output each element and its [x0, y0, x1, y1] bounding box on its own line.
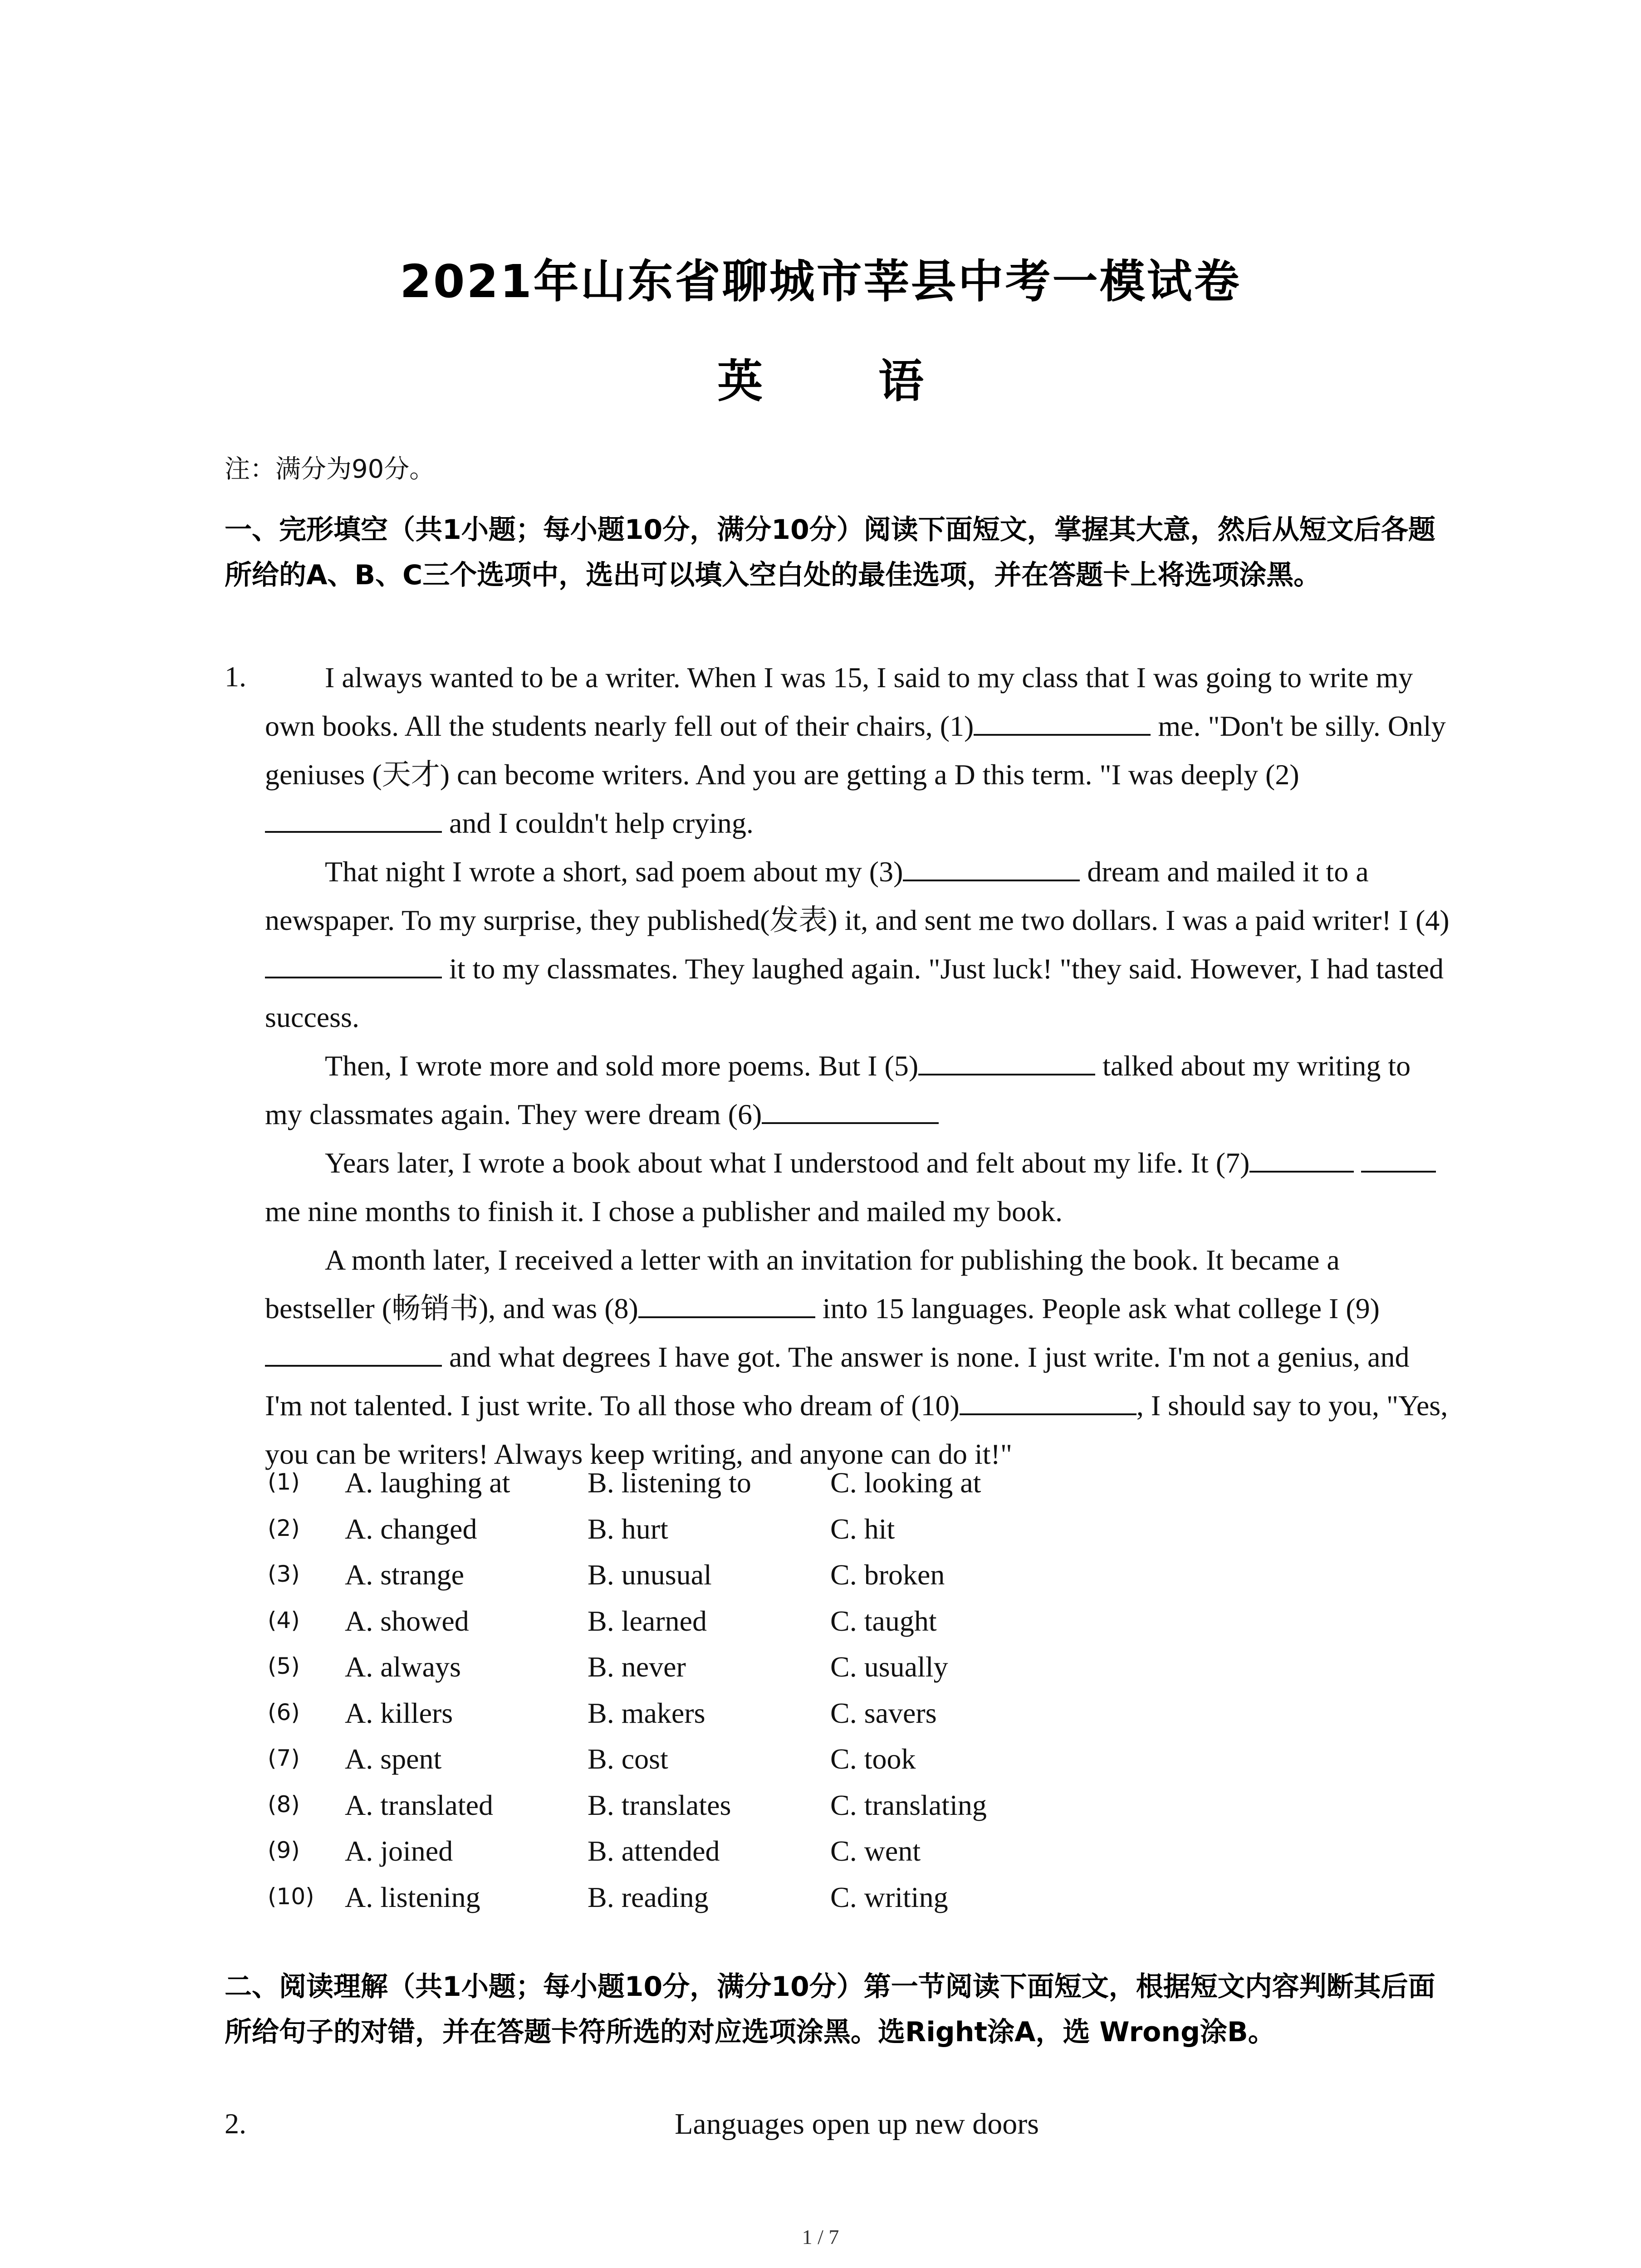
- option-number: (6): [268, 1699, 300, 1725]
- blank-4: [265, 950, 442, 978]
- blank-8: [638, 1290, 815, 1318]
- option-b: B. cost: [588, 1743, 668, 1775]
- option-b: B. unusual: [588, 1559, 712, 1591]
- option-number: (8): [268, 1791, 300, 1818]
- option-b: B. reading: [588, 1881, 709, 1913]
- option-c: C. translating: [830, 1789, 987, 1821]
- option-a: A. showed: [345, 1604, 469, 1637]
- blank-6: [762, 1096, 939, 1124]
- option-b: B. never: [588, 1651, 686, 1683]
- option-number: (2): [268, 1515, 300, 1541]
- blank-7-continued: [1361, 1144, 1436, 1173]
- question-2-number: 2.: [225, 2107, 246, 2140]
- blank-2: [265, 805, 442, 833]
- option-b: B. hurt: [588, 1512, 668, 1545]
- option-a: A. changed: [345, 1512, 477, 1545]
- option-c: C. hit: [830, 1512, 895, 1545]
- option-c: C. taught: [830, 1604, 937, 1637]
- reading-passage-title: Languages open up new doors: [675, 2107, 1039, 2141]
- cloze-passage: [265, 653, 1454, 1478]
- option-a: A. translated: [345, 1789, 493, 1821]
- option-a: A. laughing at: [345, 1466, 510, 1499]
- passage-paragraph-2: That night I wrote a short, sad poem about my (3) dream and mailed it to a newspaper. To my surprise, they published(发表) it, and sent me two dollars. I was a paid writer! I (4) it to my classmates. They laughed again. "Just luck! "they said. However, I had tasted success.: [265, 847, 1454, 1041]
- option-b: B. makers: [588, 1696, 705, 1729]
- blank-5: [918, 1047, 1095, 1075]
- blank-10: [960, 1387, 1136, 1415]
- option-a: A. strange: [345, 1559, 465, 1591]
- blank-7: [1249, 1144, 1354, 1173]
- option-c: C. writing: [830, 1881, 948, 1913]
- question-1-number: 1.: [225, 660, 246, 693]
- score-note: 注：满分为90分。: [225, 455, 435, 484]
- page-title: 2021年山东省聊城市莘县中考一模试卷: [400, 255, 1241, 308]
- option-a: A. always: [345, 1651, 461, 1683]
- blank-1: [974, 708, 1151, 736]
- section-2-heading: 二、阅读理解（共1小题；每小题10分，满分10分）第一节阅读下面短文，根据短文内容判断其后面所给句子的对错，并在答题卡符所选的对应选项涂黑。选Right涂A，选 Wrong涂B。: [225, 1971, 1435, 2048]
- option-b: B. listening to: [588, 1466, 751, 1499]
- option-number: (1): [268, 1469, 300, 1495]
- passage-paragraph-4: Years later, I wrote a book about what I understood and felt about my life. It (7) me nine months to finish it. I chose a publisher and mailed my book.: [265, 1139, 1454, 1236]
- option-number: (5): [268, 1653, 300, 1679]
- passage-paragraph-5: A month later, I received a letter with an invitation for publishing the book. It became a bestseller (畅销书), and was (8) into 15 languages. People ask what college I (9) and what degrees I have got. The answer is none. I just write. I'm not a genius, and I'm not talented. I just write. To all those who dream of (10) , I should say to you, "Yes, you can be writers! Always keep writing, and anyone can do it!": [265, 1244, 1448, 1470]
- option-c: C. went: [830, 1835, 921, 1867]
- option-c: C. looking at: [830, 1466, 981, 1499]
- blank-3: [903, 853, 1080, 881]
- option-b: B. translates: [588, 1789, 731, 1821]
- option-b: B. learned: [588, 1604, 707, 1637]
- option-c: C. usually: [830, 1651, 948, 1683]
- option-a: A. spent: [345, 1743, 442, 1775]
- option-c: C. broken: [830, 1559, 945, 1591]
- option-number: (7): [268, 1745, 300, 1771]
- section-1-heading: 一、完形填空（共1小题；每小题10分，满分10分）阅读下面短文，掌握其大意，然后从短文后各题所给的A、B、C三个选项中，选出可以填入空白处的最佳选项，并在答题卡上将选项涂黑。: [225, 514, 1435, 591]
- option-c: C. took: [830, 1743, 916, 1775]
- subject-heading: 英 语: [717, 355, 974, 408]
- option-number: (3): [268, 1561, 300, 1587]
- option-number: (9): [268, 1837, 300, 1863]
- passage-paragraph-1: I always wanted to be a writer. When I was 15, I said to my class that I was going to write my own books. All the students nearly fell out of their chairs, (1) me. "Don't be silly. Only geniuses (天才) can become writers. And you are getting a D this term. "I was deeply (2) and I couldn't help crying.: [265, 661, 1446, 839]
- blank-9: [265, 1339, 442, 1367]
- passage-paragraph-3: Then, I wrote more and sold more poems. But I (5) talked about my writing to my classmates again. They were dream (6): [265, 1041, 1454, 1139]
- option-a: A. joined: [345, 1835, 453, 1867]
- option-b: B. attended: [588, 1835, 720, 1867]
- page-number: 1 / 7: [802, 2225, 839, 2248]
- option-number: (4): [268, 1607, 300, 1633]
- option-number: (10): [268, 1883, 314, 1910]
- option-a: A. killers: [345, 1696, 453, 1729]
- option-a: A. listening: [345, 1881, 480, 1913]
- option-c: C. savers: [830, 1696, 937, 1729]
